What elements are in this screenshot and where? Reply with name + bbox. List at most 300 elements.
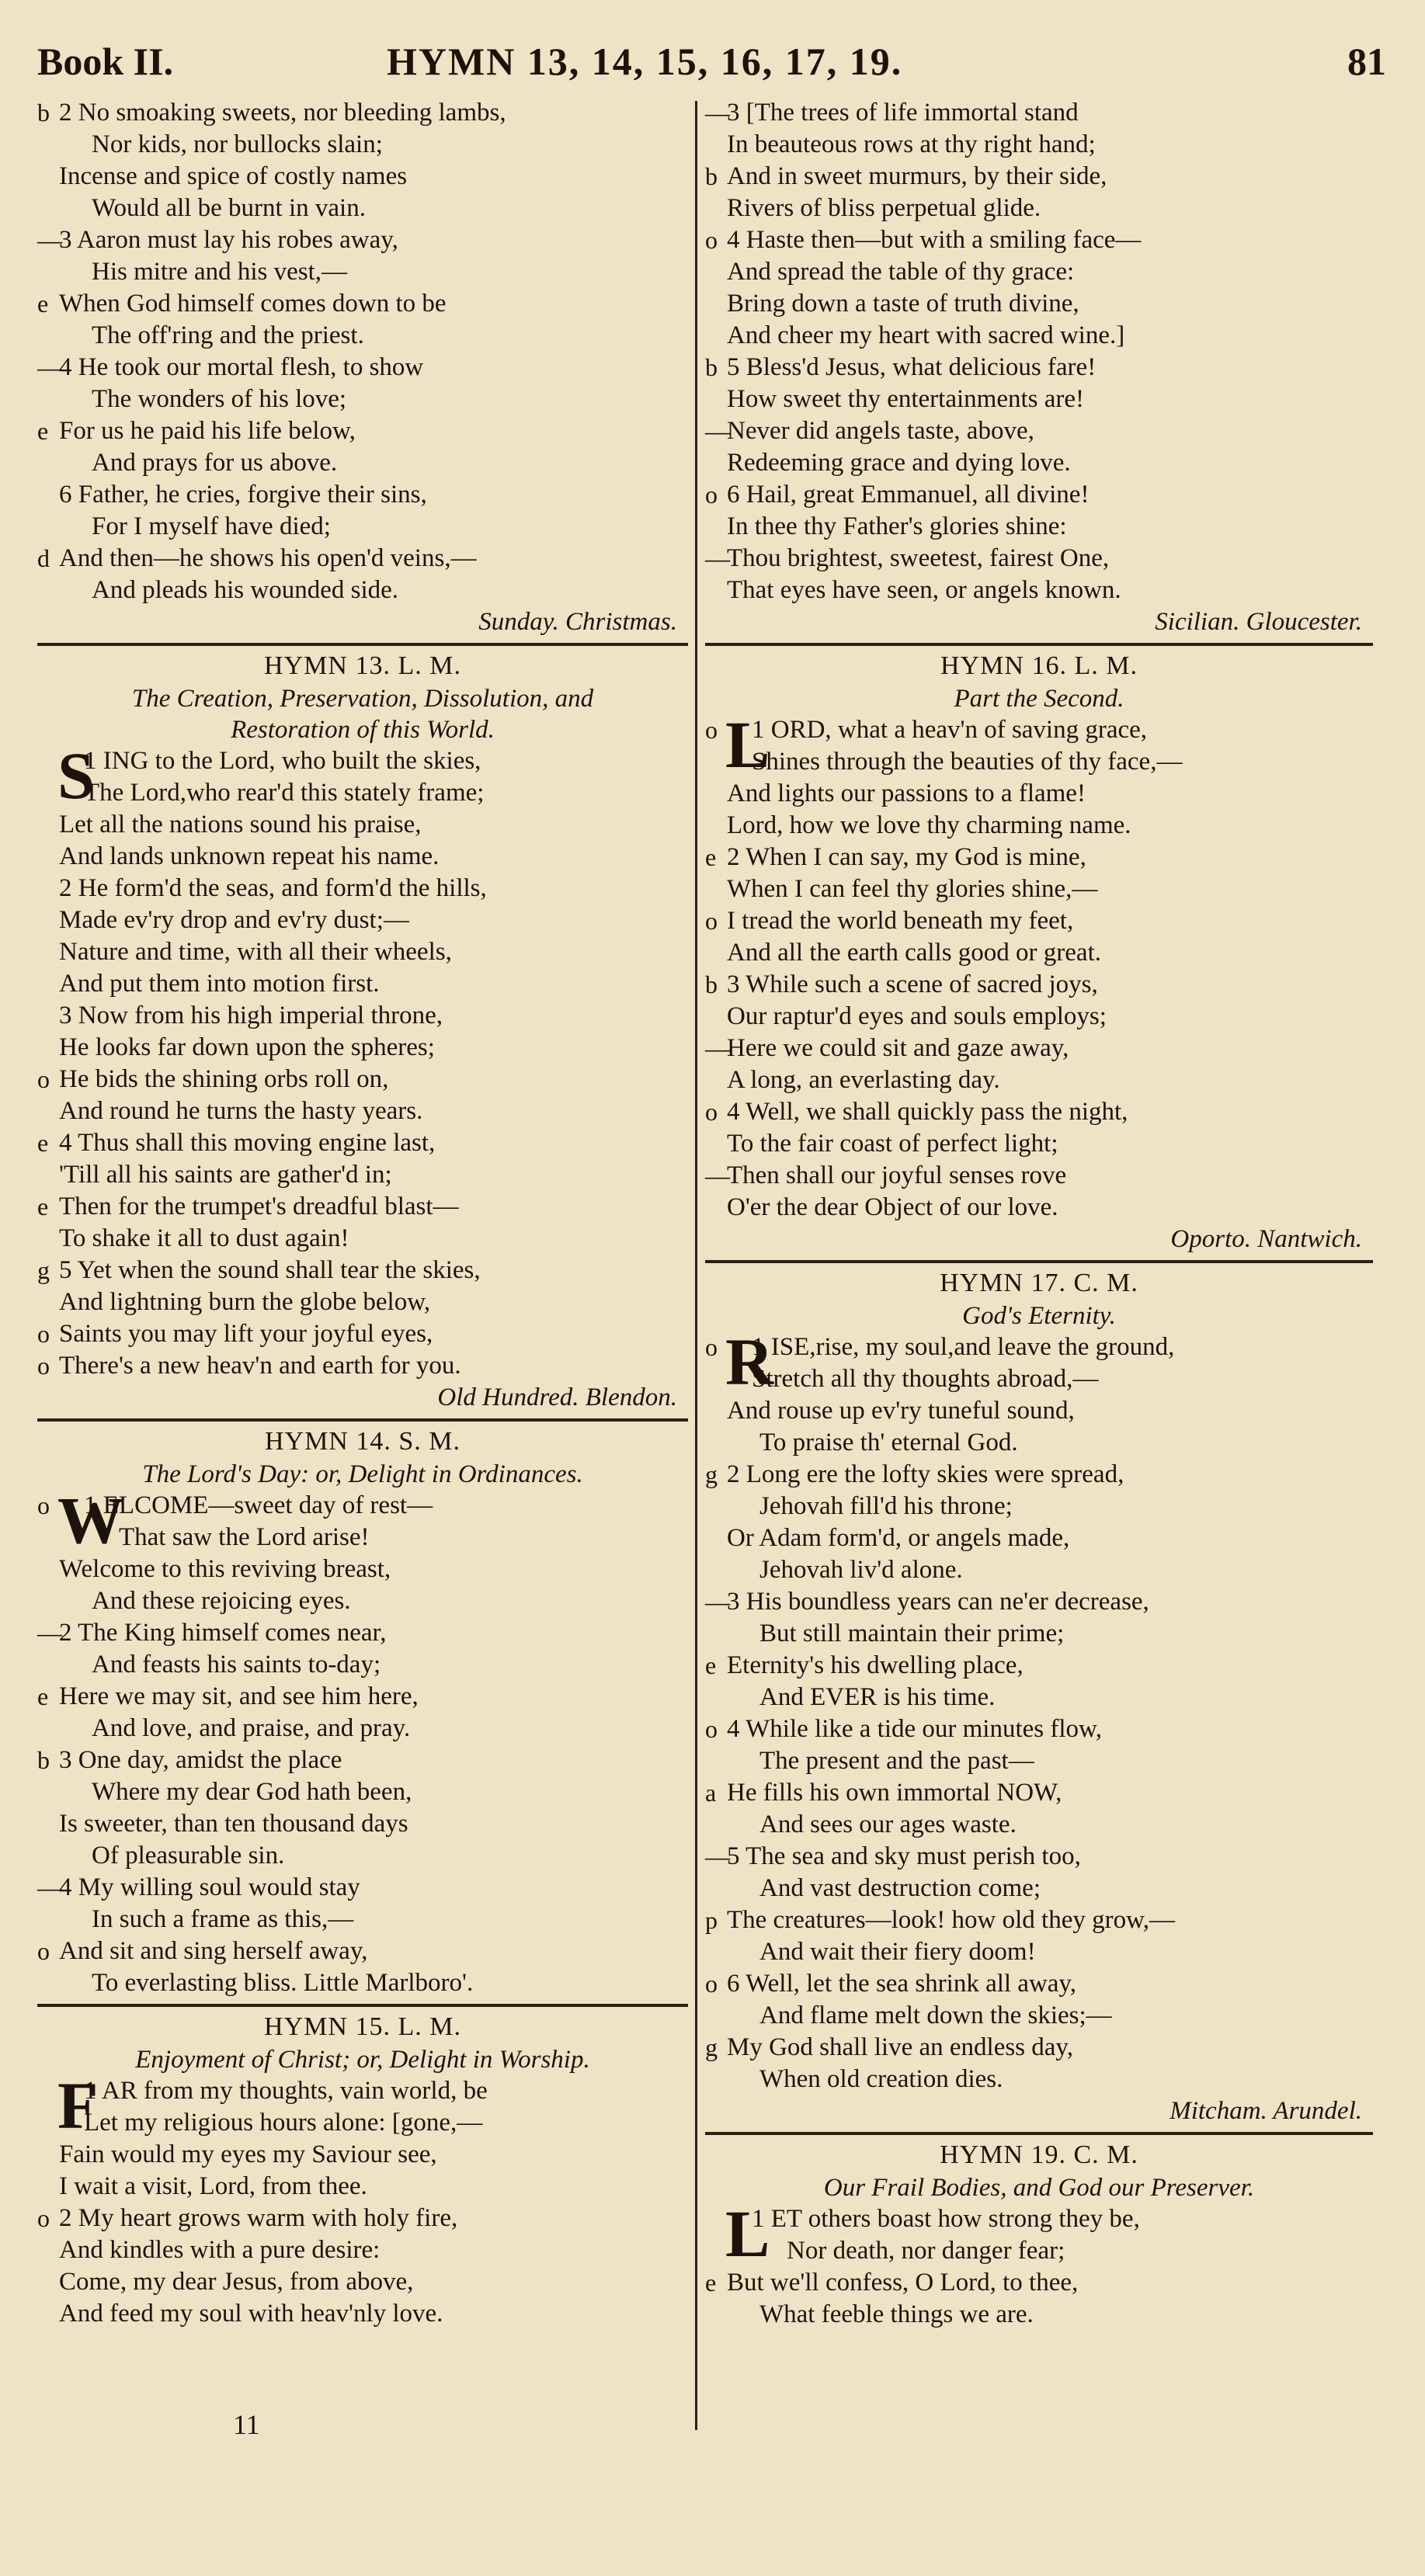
verse-text: 2 Long ere the lofty skies were spread, bbox=[727, 1460, 1124, 1488]
verse-line bbox=[705, 2267, 1373, 2299]
hymn-heading: HYMN 17. C. M. bbox=[940, 1269, 1138, 1297]
verse-text: The creatures—look! how old they grow,— bbox=[727, 1906, 1176, 1934]
dynamic-mark: e bbox=[37, 417, 49, 445]
drop-cap: F bbox=[57, 2068, 99, 2143]
verse-line bbox=[705, 543, 1373, 575]
tune-names: Sunday. Christmas. bbox=[478, 608, 677, 636]
verse-line bbox=[705, 2235, 1373, 2267]
verse-text: Lord, how we love thy charming name. bbox=[727, 811, 1131, 839]
verse-text: And flame melt down the skies;— bbox=[759, 2001, 1112, 2029]
verse-line bbox=[37, 1522, 688, 1554]
page-number: 81 bbox=[1347, 40, 1386, 83]
verse-line bbox=[37, 1490, 688, 1522]
verse-text: To praise th' eternal God. bbox=[759, 1429, 1018, 1456]
dynamic-mark: g bbox=[705, 1460, 718, 1488]
verse-text: And sit and sing herself away, bbox=[59, 1937, 368, 1965]
verse-text: He bids the shining orbs roll on, bbox=[59, 1065, 389, 1093]
verse-line bbox=[705, 1841, 1373, 1873]
verse-line bbox=[37, 1967, 688, 1999]
verse-line bbox=[705, 1491, 1373, 1522]
dynamic-mark: e bbox=[705, 2269, 717, 2297]
verse-line bbox=[705, 511, 1373, 543]
hymn-heading: HYMN 19. C. M. bbox=[940, 2140, 1138, 2169]
verse-text: And sees our ages waste. bbox=[759, 1810, 1017, 1838]
verse-line bbox=[705, 746, 1373, 778]
verse-text: Let all the nations sound his praise, bbox=[59, 811, 422, 838]
hymn-15-continuation bbox=[705, 97, 1373, 606]
verse-line bbox=[37, 1127, 688, 1159]
verse-line bbox=[37, 968, 688, 1000]
verse-text: 4 My willing soul would stay bbox=[59, 1873, 360, 1901]
hymn-subtitle: Enjoyment of Christ; or, Delight in Worship. bbox=[135, 2046, 590, 2074]
verse-line bbox=[705, 1363, 1373, 1395]
verse-text: 5 Bless'd Jesus, what delicious fare! bbox=[727, 353, 1097, 381]
verse-text: And lights our passions to a flame! bbox=[727, 779, 1086, 807]
hymn-subtitle: Restoration of this World. bbox=[231, 716, 495, 744]
dynamic-mark: o bbox=[37, 1937, 50, 1965]
verse-line bbox=[37, 161, 688, 193]
verse-line bbox=[37, 1318, 688, 1350]
verse-text: And in sweet murmurs, by their side, bbox=[727, 162, 1107, 190]
running-header bbox=[37, 39, 1386, 93]
dynamic-mark: b bbox=[37, 1746, 50, 1774]
signature-mark: 11 bbox=[233, 2409, 260, 2440]
hymn-subtitle: God's Eternity. bbox=[962, 1302, 1116, 1330]
drop-cap: L bbox=[725, 2196, 770, 2271]
verse-text: Come, my dear Jesus, from above, bbox=[59, 2268, 414, 2296]
verse-line bbox=[705, 1809, 1373, 1841]
verse-line bbox=[37, 447, 688, 479]
verse-line bbox=[705, 1968, 1373, 2000]
dynamic-mark: o bbox=[705, 481, 718, 509]
verse-text: Welcome to this reviving breast, bbox=[59, 1555, 391, 1583]
verse-line bbox=[37, 1776, 688, 1808]
verse-text: Redeeming grace and dying love. bbox=[727, 449, 1071, 477]
verse-line bbox=[705, 97, 1373, 129]
verse-line bbox=[37, 2107, 688, 2139]
verse-line bbox=[37, 1095, 688, 1127]
verse-text: Nor death, nor danger fear; bbox=[787, 2237, 1065, 2265]
verse-line bbox=[705, 288, 1373, 320]
verse-line bbox=[37, 809, 688, 841]
section-rule bbox=[37, 2004, 688, 2007]
verse-text: How sweet thy entertainments are! bbox=[727, 385, 1085, 413]
dynamic-mark: — bbox=[705, 417, 730, 445]
verse-text: And prays for us above. bbox=[92, 449, 338, 477]
verse-text: Let my religious hours alone: [gone,— bbox=[84, 2109, 483, 2137]
verse-line bbox=[705, 1427, 1373, 1459]
verse-line bbox=[705, 1001, 1373, 1033]
verse-text: 4 Thus shall this moving engine last, bbox=[59, 1129, 436, 1157]
hymn-16-verses bbox=[705, 707, 1373, 1224]
verse-line bbox=[705, 1064, 1373, 1096]
verse-line bbox=[37, 1617, 688, 1649]
verse-text: 3 His boundless years can ne'er decrease, bbox=[727, 1588, 1149, 1616]
verse-line bbox=[37, 320, 688, 352]
hymn-subtitle: The Creation, Preservation, Dissolution, and bbox=[131, 685, 594, 713]
verse-text: 2 No smoaking sweets, nor bleeding lambs, bbox=[59, 99, 506, 127]
verse-line bbox=[37, 1191, 688, 1223]
verse-line bbox=[37, 936, 688, 968]
section-rule bbox=[705, 1260, 1373, 1263]
dynamic-mark: p bbox=[705, 1906, 718, 1934]
verse-text: Eternity's his dwelling place, bbox=[727, 1651, 1024, 1679]
verse-text: 4 Haste then—but with a smiling face— bbox=[727, 226, 1142, 254]
verse-line bbox=[37, 2171, 688, 2203]
verse-line bbox=[37, 224, 688, 256]
verse-text: Then for the trumpet's dreadful blast— bbox=[59, 1193, 459, 1220]
verse-text: Here we could sit and gaze away, bbox=[727, 1034, 1069, 1062]
verse-line bbox=[705, 256, 1373, 288]
verse-line bbox=[705, 575, 1373, 606]
verse-text: And put them into motion first. bbox=[59, 970, 380, 998]
verse-line bbox=[705, 778, 1373, 810]
verse-line bbox=[37, 256, 688, 288]
tune-names: Mitcham. Arundel. bbox=[1170, 2097, 1362, 2125]
verse-text: That saw the Lord arise! bbox=[119, 1523, 370, 1551]
dynamic-mark: — bbox=[705, 544, 730, 572]
verse-line bbox=[705, 2032, 1373, 2064]
hymn-heading: HYMN 13. L. M. bbox=[264, 651, 461, 680]
verse-line bbox=[37, 1681, 688, 1713]
verse-text: And cheer my heart with sacred wine.] bbox=[727, 321, 1125, 349]
verse-text: For us he paid his life below, bbox=[59, 417, 356, 445]
section-rule bbox=[705, 2132, 1373, 2135]
column-divider bbox=[695, 101, 697, 2430]
verse-line bbox=[705, 447, 1373, 479]
verse-text: 1 ELCOME—sweet day of rest— bbox=[84, 1491, 433, 1519]
hymn-subtitle: Our Frail Bodies, and God our Preserver. bbox=[823, 2174, 1255, 2202]
verse-line bbox=[37, 129, 688, 161]
verse-line bbox=[37, 2266, 688, 2298]
verse-line bbox=[705, 1586, 1373, 1618]
verse-text: 4 While like a tide our minutes flow, bbox=[727, 1715, 1102, 1743]
verse-line bbox=[705, 1096, 1373, 1128]
verse-line bbox=[37, 415, 688, 447]
verse-text: Would all be burnt in vain. bbox=[92, 194, 366, 222]
verse-line bbox=[37, 479, 688, 511]
dynamic-mark: o bbox=[37, 1352, 50, 1380]
verse-text: 1 ET others boast how strong they be, bbox=[752, 2205, 1140, 2233]
dynamic-mark: e bbox=[37, 1682, 49, 1710]
verse-line bbox=[705, 1128, 1373, 1160]
verse-text: For I myself have died; bbox=[92, 512, 331, 540]
verse-line bbox=[37, 97, 688, 129]
verse-line bbox=[705, 1873, 1373, 1904]
verse-text: In such a frame as this,— bbox=[92, 1905, 354, 1933]
verse-text: Incense and spice of costly names bbox=[59, 162, 408, 190]
verse-text: 6 Hail, great Emmanuel, all divine! bbox=[727, 481, 1090, 509]
verse-line bbox=[37, 288, 688, 320]
dynamic-mark: — bbox=[705, 1842, 730, 1870]
verse-line bbox=[37, 352, 688, 384]
dynamic-mark: o bbox=[37, 1320, 50, 1348]
verse-line bbox=[37, 841, 688, 873]
verse-text: 2 My heart grows warm with holy fire, bbox=[59, 2204, 458, 2232]
verse-line bbox=[705, 969, 1373, 1001]
verse-text: 3 [The trees of life immortal stand bbox=[727, 99, 1079, 127]
verse-line bbox=[705, 2203, 1373, 2235]
verse-line bbox=[705, 905, 1373, 937]
verse-line bbox=[37, 1000, 688, 1032]
verse-line bbox=[705, 842, 1373, 873]
verse-text: Here we may sit, and see him here, bbox=[59, 1682, 419, 1710]
verse-text: Saints you may lift your joyful eyes, bbox=[59, 1320, 433, 1348]
dynamic-mark: o bbox=[37, 1065, 50, 1093]
verse-text: And then—he shows his open'd veins,— bbox=[59, 544, 477, 572]
verse-text: And vast destruction come; bbox=[759, 1874, 1041, 1902]
verse-line bbox=[37, 1064, 688, 1095]
dynamic-mark: o bbox=[705, 226, 718, 254]
verse-line bbox=[37, 1286, 688, 1318]
verse-line bbox=[705, 1331, 1373, 1363]
dynamic-mark: o bbox=[705, 1970, 718, 1998]
dynamic-mark: — bbox=[37, 353, 62, 381]
verse-text: And lands unknown repeat his name. bbox=[59, 842, 440, 870]
verse-text: Bring down a taste of truth divine, bbox=[727, 290, 1079, 318]
verse-text: In beauteous rows at thy right hand; bbox=[727, 130, 1096, 158]
verse-text: To everlasting bliss. Little Marlboro'. bbox=[92, 1969, 474, 1997]
verse-line bbox=[37, 745, 688, 777]
verse-line bbox=[37, 1935, 688, 1967]
verse-text: And love, and praise, and pray. bbox=[92, 1714, 411, 1742]
verse-text: Then shall our joyful senses rove bbox=[727, 1161, 1067, 1189]
verse-line bbox=[37, 1159, 688, 1191]
verse-text: But we'll confess, O Lord, to thee, bbox=[727, 2269, 1079, 2297]
verse-line bbox=[705, 320, 1373, 352]
left-column bbox=[37, 97, 688, 2330]
dynamic-mark: e bbox=[705, 843, 717, 871]
header-title: HYMN 13, 14, 15, 16, 17, 19. bbox=[387, 40, 903, 83]
verse-text: Made ev'ry drop and ev'ry dust;— bbox=[59, 906, 409, 934]
verse-text: Rivers of bliss perpetual glide. bbox=[727, 194, 1041, 222]
verse-text: 2 When I can say, my God is mine, bbox=[727, 843, 1086, 871]
verse-text: Nature and time, with all their wheels, bbox=[59, 938, 452, 966]
verse-line bbox=[37, 1585, 688, 1617]
verse-line bbox=[37, 2075, 688, 2107]
verse-line bbox=[37, 1840, 688, 1872]
verse-line bbox=[37, 1350, 688, 1382]
verse-line bbox=[37, 873, 688, 904]
verse-line bbox=[705, 1936, 1373, 1968]
verse-text: To the fair coast of perfect light; bbox=[727, 1130, 1058, 1158]
verse-line bbox=[37, 543, 688, 575]
verse-text: And feasts his saints to-day; bbox=[92, 1651, 381, 1679]
verse-line bbox=[705, 2064, 1373, 2095]
verse-text: 'Till all his saints are gather'd in; bbox=[59, 1161, 392, 1189]
hymn-19-verses bbox=[705, 2196, 1373, 2331]
verse-text: In thee thy Father's glories shine: bbox=[727, 512, 1067, 540]
verse-text: But still maintain their prime; bbox=[759, 1620, 1065, 1647]
hymn-13-verses bbox=[37, 738, 688, 1382]
verse-text: When I can feel thy glories shine,— bbox=[727, 875, 1098, 903]
dynamic-mark: o bbox=[705, 1715, 718, 1743]
verse-text: When God himself comes down to be bbox=[59, 290, 447, 318]
verse-line bbox=[37, 1649, 688, 1681]
verse-line bbox=[705, 1904, 1373, 1936]
verse-line bbox=[37, 1904, 688, 1935]
verse-text: And these rejoicing eyes. bbox=[92, 1587, 351, 1615]
right-column bbox=[705, 97, 1373, 2331]
dynamic-mark: g bbox=[37, 1256, 50, 1284]
verse-line bbox=[705, 384, 1373, 415]
verse-text: Our raptur'd eyes and souls employs; bbox=[727, 1002, 1107, 1030]
dynamic-mark: e bbox=[705, 1651, 717, 1679]
dynamic-mark: b bbox=[37, 99, 50, 127]
verse-line bbox=[37, 1872, 688, 1904]
dynamic-mark: o bbox=[37, 2204, 50, 2232]
dynamic-mark: — bbox=[705, 1034, 730, 1062]
verse-text: 1 ISE,rise, my soul,and leave the ground, bbox=[752, 1333, 1175, 1361]
verse-text: And feed my soul with heav'nly love. bbox=[59, 2300, 443, 2328]
verse-text: And round he turns the hasty years. bbox=[59, 1097, 423, 1125]
verse-text: And all the earth calls good or great. bbox=[727, 939, 1101, 967]
hymn-heading: HYMN 16. L. M. bbox=[940, 651, 1138, 680]
verse-line bbox=[705, 714, 1373, 746]
verse-text: 3 While such a scene of sacred joys, bbox=[727, 970, 1098, 998]
verse-text: To shake it all to dust again! bbox=[59, 1224, 349, 1252]
hymn-heading: HYMN 15. L. M. bbox=[264, 2012, 461, 2041]
book-label: Book II. bbox=[37, 40, 174, 83]
verse-text: My God shall live an endless day, bbox=[727, 2033, 1074, 2061]
section-rule bbox=[705, 643, 1373, 646]
verse-line bbox=[705, 224, 1373, 256]
verse-line bbox=[37, 1808, 688, 1840]
verse-line bbox=[37, 1713, 688, 1745]
dynamic-mark: — bbox=[705, 1161, 730, 1189]
dynamic-mark: o bbox=[705, 1098, 718, 1126]
dynamic-mark: a bbox=[705, 1779, 717, 1807]
verse-line bbox=[705, 1745, 1373, 1777]
verse-line bbox=[37, 1745, 688, 1776]
verse-text: The off'ring and the priest. bbox=[92, 321, 364, 349]
verse-line bbox=[705, 1395, 1373, 1427]
dynamic-mark: o bbox=[705, 907, 718, 935]
verse-text: And kindles with a pure desire: bbox=[59, 2236, 381, 2264]
verse-line bbox=[705, 415, 1373, 447]
hymn-12-continuation bbox=[37, 97, 688, 606]
verse-line bbox=[705, 352, 1373, 384]
hymn-15-verses bbox=[37, 2068, 688, 2330]
verse-text: He fills his own immortal NOW, bbox=[727, 1779, 1062, 1807]
verse-text: There's a new heav'n and earth for you. bbox=[59, 1352, 461, 1380]
verse-line bbox=[37, 1554, 688, 1585]
dynamic-mark: e bbox=[37, 1193, 49, 1220]
verse-text: That eyes have seen, or angels known. bbox=[727, 576, 1121, 604]
verse-text: 1 ING to the Lord, who built the skies, bbox=[84, 747, 481, 775]
verse-text: And EVER is his time. bbox=[759, 1683, 996, 1711]
verse-text: Stretch all thy thoughts abroad,— bbox=[752, 1365, 1099, 1393]
hymn-subtitle: The Lord's Day: or, Delight in Ordinances. bbox=[142, 1460, 583, 1488]
verse-line bbox=[705, 479, 1373, 511]
tune-names: Oporto. Nantwich. bbox=[1170, 1225, 1362, 1253]
verse-line bbox=[705, 1192, 1373, 1224]
verse-line bbox=[705, 2000, 1373, 2032]
verse-line bbox=[37, 1255, 688, 1286]
verse-line bbox=[705, 1522, 1373, 1554]
verse-text: And rouse up ev'ry tuneful sound, bbox=[727, 1397, 1075, 1425]
verse-text: The wonders of his love; bbox=[92, 385, 347, 413]
hymn-14-verses bbox=[37, 1483, 688, 1999]
drop-cap: R bbox=[725, 1324, 774, 1399]
dynamic-mark: e bbox=[37, 290, 49, 318]
verse-text: Is sweeter, than ten thousand days bbox=[59, 1810, 408, 1838]
drop-cap: S bbox=[57, 738, 95, 813]
verse-line bbox=[705, 1160, 1373, 1192]
verse-text: 6 Well, let the sea shrink all away, bbox=[727, 1970, 1077, 1998]
drop-cap: L bbox=[725, 707, 770, 782]
verse-text: And spread the table of thy grace: bbox=[727, 258, 1075, 286]
verse-text: 3 Aaron must lay his robes away, bbox=[59, 226, 398, 254]
verse-text: O'er the dear Object of our love. bbox=[727, 1193, 1058, 1221]
verse-line bbox=[705, 2299, 1373, 2331]
verse-text: I wait a visit, Lord, from thee. bbox=[59, 2172, 367, 2200]
verse-text: 2 He form'd the seas, and form'd the hills, bbox=[59, 874, 487, 902]
dynamic-mark: o bbox=[705, 1333, 718, 1361]
hymn-17-verses bbox=[705, 1324, 1373, 2095]
dynamic-mark: e bbox=[37, 1129, 49, 1157]
verse-text: He looks far down upon the spheres; bbox=[59, 1033, 435, 1061]
verse-line bbox=[37, 575, 688, 606]
verse-line bbox=[37, 1032, 688, 1064]
verse-text: Jehovah liv'd alone. bbox=[759, 1556, 963, 1584]
verse-line bbox=[705, 161, 1373, 193]
verse-line bbox=[705, 1713, 1373, 1745]
verse-text: 3 One day, amidst the place bbox=[59, 1746, 342, 1774]
verse-text: 2 The King himself comes near, bbox=[59, 1619, 387, 1647]
verse-line bbox=[37, 2203, 688, 2234]
verse-line bbox=[705, 1650, 1373, 1682]
verse-text: 1 AR from my thoughts, vain world, be bbox=[84, 2077, 488, 2105]
dynamic-mark: — bbox=[37, 1619, 62, 1647]
verse-text: His mitre and his vest,— bbox=[92, 258, 348, 286]
section-rule bbox=[37, 1418, 688, 1422]
verse-text: And pleads his wounded side. bbox=[92, 576, 399, 604]
verse-text: Of pleasurable sin. bbox=[92, 1842, 285, 1870]
dynamic-mark: — bbox=[705, 1588, 730, 1616]
verse-line bbox=[705, 1618, 1373, 1650]
verse-text: 3 Now from his high imperial throne, bbox=[59, 1002, 443, 1029]
verse-text: I tread the world beneath my feet, bbox=[727, 907, 1074, 935]
verse-line bbox=[705, 1777, 1373, 1809]
dynamic-mark: d bbox=[37, 544, 50, 572]
verse-line bbox=[37, 777, 688, 809]
verse-line bbox=[705, 1554, 1373, 1586]
dynamic-mark: o bbox=[705, 716, 718, 744]
verse-line bbox=[705, 1033, 1373, 1064]
dynamic-mark: b bbox=[705, 162, 718, 190]
verse-text: The present and the past— bbox=[759, 1747, 1034, 1775]
verse-line bbox=[705, 1682, 1373, 1713]
verse-line bbox=[37, 2139, 688, 2171]
dynamic-mark: — bbox=[37, 1873, 62, 1901]
verse-text: And wait their fiery doom! bbox=[759, 1938, 1036, 1966]
verse-line bbox=[37, 511, 688, 543]
verse-text: And lightning burn the globe below, bbox=[59, 1288, 431, 1316]
verse-line bbox=[705, 193, 1373, 224]
verse-line bbox=[37, 193, 688, 224]
dynamic-mark: — bbox=[705, 99, 730, 127]
verse-text: Jehovah fill'd his throne; bbox=[759, 1492, 1013, 1520]
verse-text: A long, an everlasting day. bbox=[727, 1066, 1000, 1094]
verse-text: 5 The sea and sky must perish too, bbox=[727, 1842, 1081, 1870]
verse-line bbox=[705, 810, 1373, 842]
verse-text: The Lord,who rear'd this stately frame; bbox=[84, 779, 485, 807]
verse-text: Shines through the beauties of thy face,— bbox=[752, 748, 1183, 776]
verse-text: 4 He took our mortal flesh, to show bbox=[59, 353, 424, 381]
verse-text: 5 Yet when the sound shall tear the skies, bbox=[59, 1256, 481, 1284]
hymn-subtitle: Part the Second. bbox=[954, 685, 1124, 713]
